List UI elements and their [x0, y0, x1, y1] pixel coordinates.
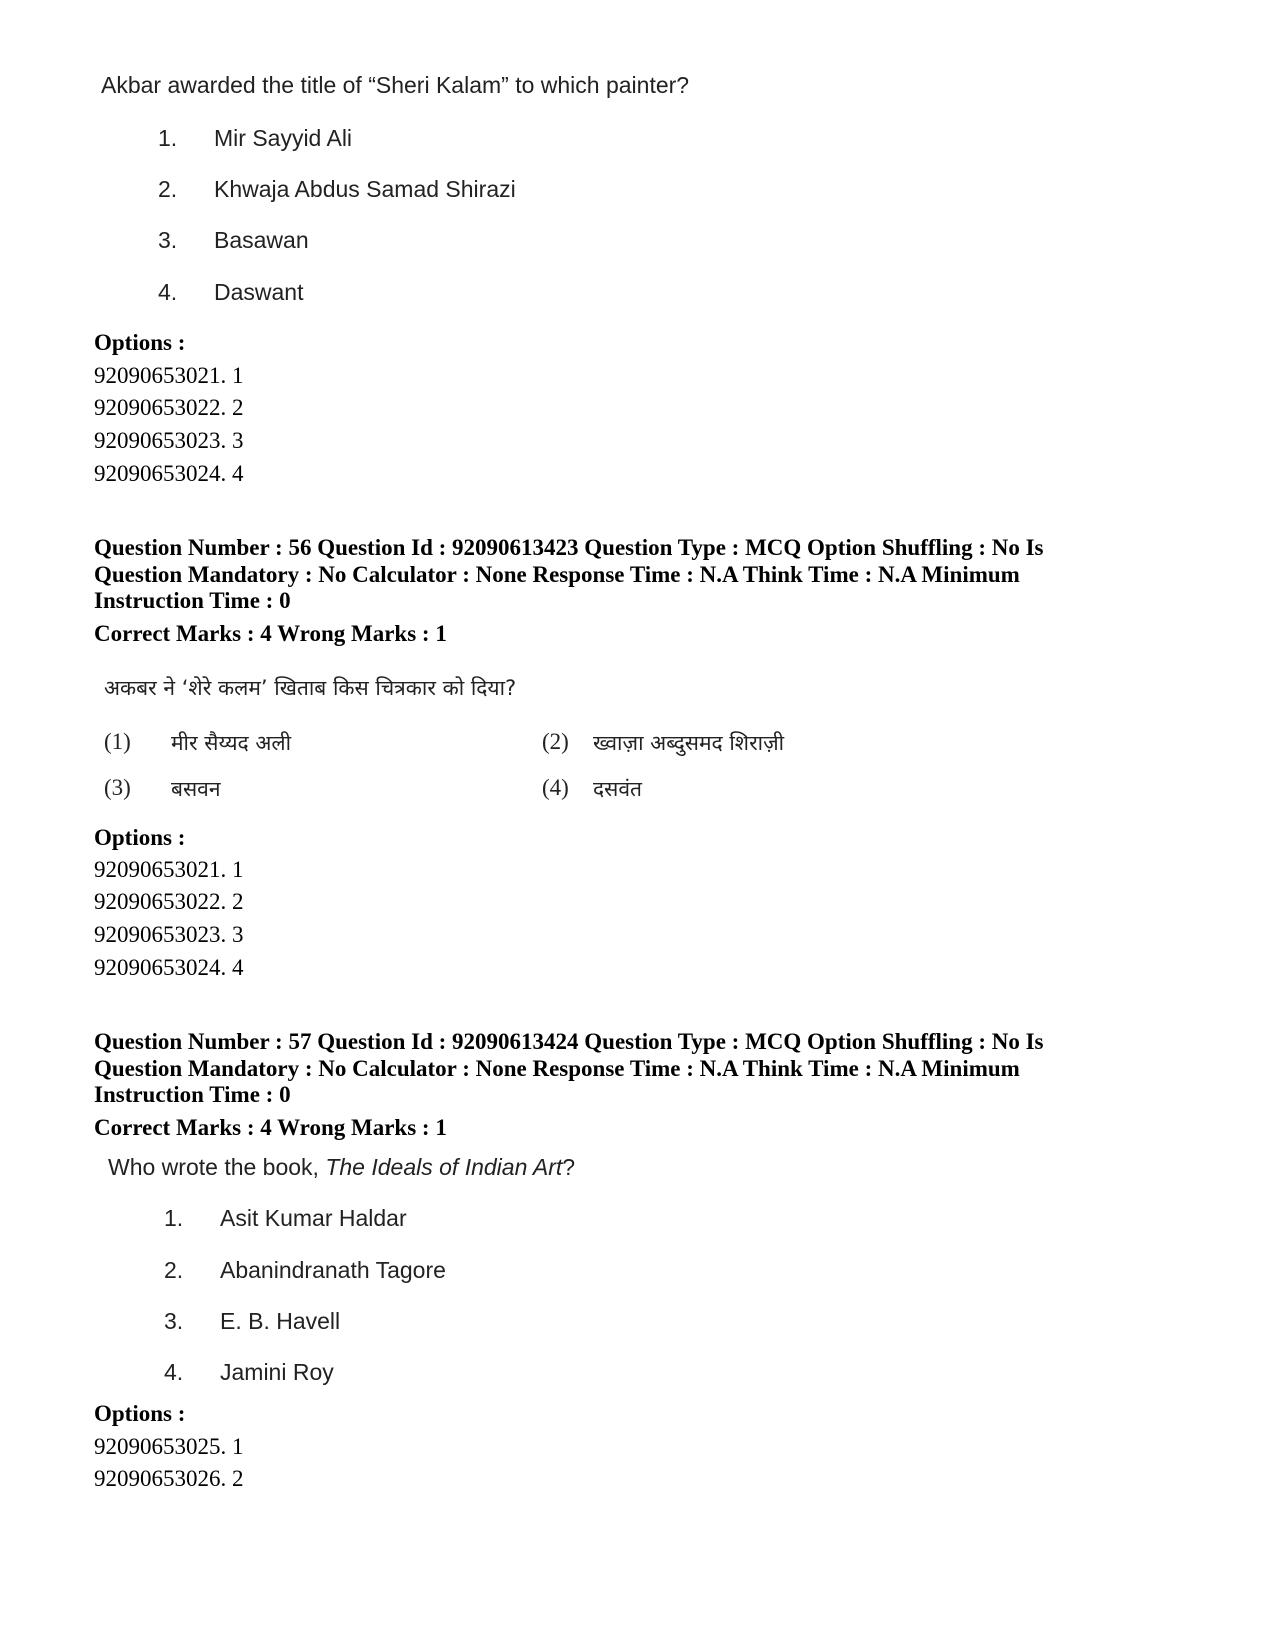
choice-text-hindi: मीर सैय्यद अली — [171, 731, 292, 755]
marks-line: Correct Marks : 4 Wrong Marks : 1 — [94, 1115, 447, 1140]
choice-text: Abanindranath Tagore — [220, 1257, 446, 1283]
choice-text: Daswant — [214, 279, 304, 305]
question-meta: Question Number : 57 Question Id : 92090613424 Question Type : MCQ Option Shuffling : No Is — [94, 1029, 1044, 1054]
choice-number: 4. — [158, 279, 178, 305]
question-suffix: ? — [562, 1154, 576, 1180]
options-label: Options : — [94, 825, 186, 850]
question-text — [108, 1154, 575, 1181]
choice-text-hindi: बसवन — [171, 777, 221, 801]
question-meta: Question Mandatory : No Calculator : None Response Time : N.A Think Time : N.A Minimum — [94, 562, 1020, 587]
choice-text: Mir Sayyid Ali — [214, 125, 353, 151]
option-id: 92090653021. 1 — [94, 363, 244, 388]
question-text: Akbar awarded the title of “Sheri Kalam” to which painter? — [101, 72, 690, 98]
question-prefix: Who wrote the book, — [108, 1154, 326, 1180]
choice-text: Khwaja Abdus Samad Shirazi — [214, 176, 516, 202]
book-title: The Ideals of Indian Art — [325, 1154, 563, 1180]
option-id: 92090653025. 1 — [94, 1434, 244, 1459]
option-id: 92090653024. 4 — [94, 461, 244, 486]
choice-text-hindi: दसवंत — [593, 777, 642, 801]
question-meta: Instruction Time : 0 — [94, 588, 291, 613]
option-id: 92090653022. 2 — [94, 889, 244, 914]
marks-line: Correct Marks : 4 Wrong Marks : 1 — [94, 621, 447, 646]
question-text-hindi: अकबर ने ‘शेरे कलम’ खिताब किस चित्रकार को दिया? — [104, 676, 517, 700]
choice-number: (4) — [542, 775, 569, 800]
choice-text: Jamini Roy — [220, 1359, 334, 1385]
option-id: 92090653024. 4 — [94, 955, 244, 980]
question-meta: Question Mandatory : No Calculator : None Response Time : N.A Think Time : N.A Minimum — [94, 1056, 1020, 1081]
choice-text: Basawan — [214, 227, 309, 253]
option-id: 92090653026. 2 — [94, 1466, 244, 1491]
options-label: Options : — [94, 330, 186, 355]
options-label: Options : — [94, 1401, 186, 1426]
choice-number: 4. — [164, 1359, 184, 1385]
choice-text: Asit Kumar Haldar — [220, 1205, 407, 1231]
choice-number: 1. — [164, 1205, 184, 1231]
choice-text: E. B. Havell — [220, 1308, 341, 1334]
choice-text-hindi: ख्वाज़ा अब्दुसमद शिराज़ी — [593, 731, 785, 755]
question-meta: Question Number : 56 Question Id : 92090613423 Question Type : MCQ Option Shuffling : No Is — [94, 535, 1044, 560]
choice-number: (1) — [104, 729, 131, 754]
choice-number: (2) — [542, 729, 569, 754]
choice-number: (3) — [104, 775, 131, 800]
option-id: 92090653023. 3 — [94, 922, 244, 947]
option-id: 92090653023. 3 — [94, 428, 244, 453]
choice-number: 3. — [164, 1308, 184, 1334]
choice-number: 2. — [164, 1257, 184, 1283]
choice-number: 2. — [158, 176, 178, 202]
choice-number: 3. — [158, 227, 178, 253]
question-meta: Instruction Time : 0 — [94, 1082, 291, 1107]
option-id: 92090653022. 2 — [94, 395, 244, 420]
choice-number: 1. — [158, 125, 178, 151]
option-id: 92090653021. 1 — [94, 857, 244, 882]
